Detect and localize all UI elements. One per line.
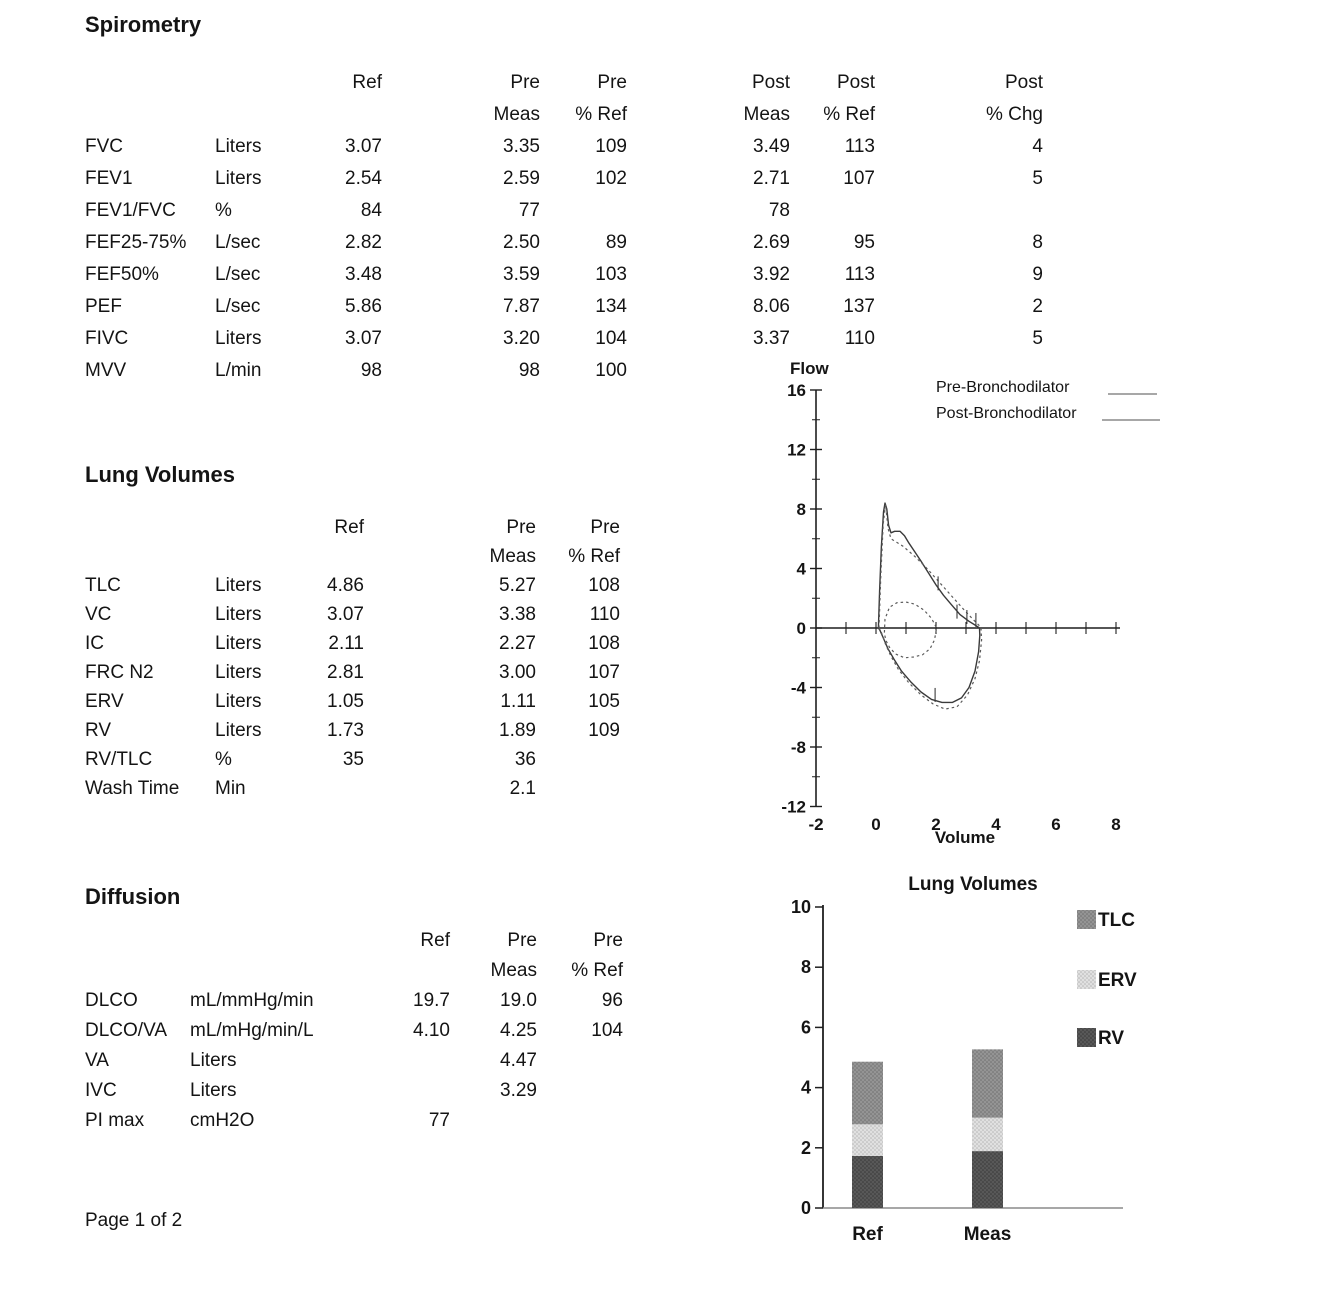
table-cell: FEV1/FVC [85,200,176,221]
table-row [85,163,1043,195]
table-cell [288,774,364,803]
table-cell: % Ref [571,960,623,981]
table-header-row [85,67,1043,99]
table-cell: 77 [428,1110,450,1131]
table-row [85,658,620,687]
bar-y-tick-label: 8 [800,957,811,978]
table-row [85,131,1043,163]
legend-swatch-rv [1077,1028,1096,1047]
y-axis-tick-label: 8 [796,500,806,519]
table-cell: 3.07 [345,328,382,349]
table-cell: Meas [489,546,536,567]
table-cell: 1.89 [499,720,536,741]
table-cell [360,1076,450,1106]
table-cell: 1.11 [500,691,536,712]
y-axis-title: Flow [790,359,829,378]
y-axis-tick-label: 12 [787,440,806,460]
table-cell: 4.25 [500,1020,537,1041]
table-header-row [85,542,620,571]
table-cell [215,542,288,571]
table-cell: Pre [590,517,620,538]
flow-volume-chart [780,350,1190,850]
table-cell: RV/TLC [85,749,153,770]
x-axis-tick-label: 2 [931,815,941,834]
table-row [85,986,623,1016]
section-title-spirometry: Spirometry [85,12,202,37]
table-cell: Wash Time [85,778,180,799]
table-row [85,687,620,716]
table-cell [85,956,190,986]
table-cell: PI max [85,1110,145,1131]
table-cell: IC [85,633,104,654]
table-cell [536,774,620,803]
table-row [85,291,1043,323]
table-cell: 137 [843,296,875,317]
table-cell: 109 [595,136,627,157]
table-header-row [85,99,1043,131]
table-row [85,600,620,629]
table-cell: 8.06 [753,296,790,317]
y-axis-tick-label: 4 [796,559,806,579]
table-cell: Pre [506,517,536,538]
table-cell: 3.07 [345,136,382,157]
table-cell: 89 [605,232,627,253]
table-cell: 1.73 [327,720,364,741]
table-cell: 113 [844,264,875,285]
table-cell [190,926,360,956]
legend-label-tlc: TLC [1098,910,1135,931]
table-cell: 3.35 [503,136,540,157]
table-cell: FEV1 [85,168,133,189]
table-row [85,571,620,600]
table-cell [215,513,288,542]
bar-y-tick-label: 6 [800,1017,811,1038]
table-cell: 98 [360,360,382,381]
table-cell: 3.37 [753,328,790,349]
table-cell: 107 [843,168,875,189]
table-cell: Meas [493,104,540,125]
table-cell: % [215,200,232,221]
table-cell: Ref [420,930,450,951]
bar-y-tick-label: 4 [800,1077,811,1098]
table-cell: 5.27 [499,575,536,596]
table-cell [540,195,627,227]
bar-segment-meas-erv [972,1118,1003,1151]
spirometry-table [85,67,1043,387]
bar-y-tick-label: 2 [800,1137,811,1158]
table-row [85,745,620,774]
table-row [85,1016,623,1046]
table-cell: 3.59 [503,264,540,285]
table-cell: 2.82 [345,232,382,253]
table-cell: Liters [215,604,262,625]
table-cell: 78 [768,200,790,221]
pre-bronchodilator-curve [878,503,979,702]
table-cell: PEF [85,296,122,317]
table-cell [190,956,360,986]
y-axis-tick-label: -12 [781,797,806,817]
table-cell: Pre [510,72,540,93]
lung-volumes-table [85,513,620,803]
table-cell: VC [85,604,112,625]
table-cell: 2.59 [503,168,540,189]
table-cell: FRC N2 [85,662,154,683]
table-cell: Meas [743,104,790,125]
lung-volumes-bar-chart [790,865,1290,1265]
table-cell: DLCO [85,990,138,1011]
table-cell: 3.00 [499,662,536,683]
table-cell: FEF25-75% [85,232,187,253]
table-cell: 100 [595,360,627,381]
table-cell: 19.7 [413,990,450,1011]
table-cell: Post [836,72,875,93]
table-cell: 2.54 [345,168,382,189]
table-cell [537,1076,623,1106]
table-cell: 3.48 [345,264,382,285]
table-cell: % Ref [823,104,875,125]
bar-y-tick-label: 0 [800,1198,811,1218]
table-cell [215,67,290,99]
table-cell: 104 [591,1020,623,1041]
table-cell: 19.0 [500,990,537,1011]
table-cell: 84 [360,200,382,221]
table-cell: 109 [588,720,620,741]
table-cell: 110 [844,328,875,349]
table-cell: Liters [190,1080,237,1101]
table-cell: 8 [1032,232,1043,253]
legend-swatch-erv [1077,970,1096,989]
table-cell: Liters [215,633,262,654]
y-axis-tick-label: 0 [796,619,806,638]
table-cell: 98 [518,360,540,381]
table-cell: Pre [507,930,537,951]
table-cell: 96 [601,990,623,1011]
table-cell: 108 [588,575,620,596]
table-cell: L/sec [215,264,261,285]
y-axis-tick-label: 16 [787,381,806,400]
table-cell: % Chg [985,104,1043,125]
section-title-diffusion: Diffusion [85,884,181,909]
table-row [85,259,1043,291]
table-cell: 36 [514,749,536,770]
table-cell [85,99,215,131]
table-cell: FVC [85,136,123,157]
table-cell: % Ref [568,546,620,567]
table-cell: 5 [1032,168,1043,189]
bar-segment-meas-rv [972,1151,1003,1208]
table-row [85,774,620,803]
tidal-breathing-loop-curve [884,602,936,658]
table-cell: 4.47 [500,1050,537,1071]
y-axis-tick-label: -8 [790,738,806,757]
bar-y-tick-label: 10 [790,897,811,917]
table-cell: Liters [215,328,262,349]
table-cell [360,1046,450,1076]
table-cell: 102 [595,168,627,189]
table-cell: MVV [85,360,127,381]
table-cell: 108 [588,633,620,654]
table-cell: 7.87 [503,296,540,317]
bar-category-label: Ref [852,1224,883,1245]
table-cell: 105 [588,691,620,712]
table-cell: 3.07 [327,604,364,625]
table-cell: Post [1004,72,1043,93]
x-axis-title: Volume [934,828,996,847]
table-cell [360,956,450,986]
table-cell: FEF50% [85,264,159,285]
y-axis-tick-label: -4 [790,678,806,698]
bar-segment-ref-tlc [852,1062,883,1125]
table-cell: Ref [334,517,364,538]
table-cell: % Ref [575,104,627,125]
table-cell: Ref [352,72,382,93]
table-row [85,629,620,658]
table-cell [85,542,215,571]
table-cell: 3.29 [500,1080,537,1101]
table-row [85,1106,623,1136]
table-cell: Liters [215,720,262,741]
table-cell: 5.86 [345,296,382,317]
table-cell: 2.50 [503,232,540,253]
x-axis-tick-label: -2 [808,815,824,834]
table-cell: Pre [593,930,623,951]
section-title-lung-volumes: Lung Volumes [85,462,235,487]
table-header-row [85,956,623,986]
bar-segment-ref-erv [852,1124,883,1156]
legend-swatch-tlc [1077,910,1096,929]
table-cell: 5 [1032,328,1043,349]
table-row [85,1076,623,1106]
table-cell: 1.05 [327,691,364,712]
table-cell [875,195,1043,227]
table-cell: % [215,749,232,770]
table-header-row [85,513,620,542]
table-cell: 104 [595,328,627,349]
table-cell: 2.81 [327,662,364,683]
table-cell: 3.92 [753,264,790,285]
table-cell [536,745,620,774]
table-cell: 2.27 [499,633,536,654]
table-cell: 107 [588,662,620,683]
table-cell [627,355,790,387]
table-cell: 3.49 [753,136,790,157]
table-cell: 35 [342,749,364,770]
table-cell: mL/mmHg/min [190,990,314,1011]
diffusion-table [85,926,623,1136]
table-cell [537,1106,623,1136]
table-cell: Liters [215,662,262,683]
table-cell: TLC [85,575,121,596]
table-cell [85,513,215,542]
legend-label-erv: ERV [1098,970,1137,991]
table-cell: Meas [490,960,537,981]
table-cell: 2.11 [328,633,364,654]
table-cell: FIVC [85,328,129,349]
table-cell: L/sec [215,296,261,317]
table-cell: 2.1 [509,778,536,799]
table-cell: IVC [85,1080,117,1101]
table-cell [85,926,190,956]
table-header-row [85,926,623,956]
table-row [85,227,1043,259]
table-row [85,716,620,745]
table-cell: 3.38 [499,604,536,625]
table-cell: VA [85,1050,109,1071]
bar-segment-meas-tlc [972,1049,1003,1117]
table-cell: L/min [215,360,262,381]
table-cell: 4 [1032,136,1043,157]
table-cell [290,99,382,131]
legend-label-rv: RV [1098,1028,1125,1049]
table-cell: 103 [595,264,627,285]
table-cell: 77 [518,200,540,221]
legend-post-bronchodilator: Post-Bronchodilator [936,405,1077,422]
table-cell: 4.10 [413,1020,450,1041]
table-cell [288,542,364,571]
table-cell: 134 [595,296,627,317]
table-cell: Liters [215,691,262,712]
table-cell: 95 [853,232,875,253]
table-cell: 4.86 [327,575,364,596]
table-cell [85,67,215,99]
table-cell: DLCO/VA [85,1020,168,1041]
table-cell: mL/mHg/min/L [190,1020,314,1041]
table-cell: 113 [844,136,875,157]
bar-chart-title: Lung Volumes [908,874,1038,895]
table-cell [215,99,290,131]
post-bronchodilator-curve [879,505,982,710]
table-cell [537,1046,623,1076]
table-cell: 3.20 [503,328,540,349]
table-cell: ERV [85,691,124,712]
table-cell: 110 [589,604,620,625]
x-axis-tick-label: 8 [1111,815,1121,834]
table-cell: Liters [190,1050,237,1071]
bar-segment-ref-rv [852,1156,883,1208]
table-row [85,195,1043,227]
table-cell: cmH2O [190,1110,255,1131]
table-cell: L/sec [215,232,261,253]
table-cell: Liters [215,136,262,157]
table-cell: Liters [215,168,262,189]
table-cell: 2 [1032,296,1043,317]
table-cell: Liters [215,575,262,596]
x-axis-tick-label: 0 [871,815,881,834]
table-cell: Min [215,778,246,799]
table-cell: Pre [597,72,627,93]
legend-pre-bronchodilator: Pre-Bronchodilator [936,379,1070,396]
bar-category-label: Meas [963,1224,1012,1245]
table-cell [790,195,875,227]
table-cell: Post [751,72,790,93]
table-row [85,1046,623,1076]
x-axis-tick-label: 4 [991,815,1001,834]
page-number: Page 1 of 2 [85,1210,183,1231]
table-cell: 9 [1032,264,1043,285]
table-cell [450,1106,537,1136]
x-axis-tick-label: 6 [1051,815,1061,834]
table-cell: RV [85,720,112,741]
table-cell: 2.69 [753,232,790,253]
table-cell: 2.71 [753,168,790,189]
